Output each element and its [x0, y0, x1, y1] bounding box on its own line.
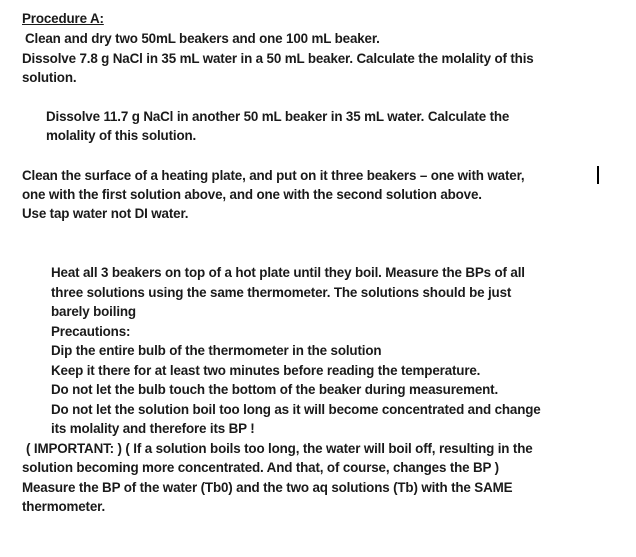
- heating-setup-line1: Clean the surface of a heating plate, and put on it three beakers – one with water,: [22, 168, 525, 183]
- precaution-item-1: Dip the entire bulb of the thermometer in the solution: [51, 343, 382, 358]
- precaution-item-4-line2: its molality and therefore its BP !: [51, 421, 255, 436]
- heat-step-line3: barely boiling: [51, 304, 136, 319]
- procedure-title: Procedure A:: [22, 11, 104, 26]
- solution1-line2: solution.: [22, 70, 77, 85]
- heat-step-line2: three solutions using the same thermometer. The solutions should be just: [51, 285, 512, 300]
- measure-step-line1: Measure the BP of the water (Tb0) and the two aq solutions (Tb) with the SAME: [22, 480, 513, 495]
- precautions-heading: Precautions:: [51, 324, 131, 339]
- precaution-item-2: Keep it there for at least two minutes before reading the temperature.: [51, 363, 481, 378]
- measure-step-line2: thermometer.: [22, 499, 106, 514]
- heating-setup-line3: Use tap water not DI water.: [22, 206, 189, 221]
- solution1-line1: Dissolve 7.8 g NaCl in 35 mL water in a 50 mL beaker. Calculate the molality of this: [22, 51, 534, 66]
- precaution-item-3: Do not let the bulb touch the bottom of the beaker during measurement.: [51, 382, 499, 397]
- solution2-line1: Dissolve 11.7 g NaCl in another 50 mL beaker in 35 mL water. Calculate the: [46, 109, 510, 124]
- solution2-line2: molality of this solution.: [46, 128, 197, 143]
- important-note-line2: solution becoming more concentrated. And that, of course, changes the BP ): [22, 460, 499, 475]
- heating-setup-line2: one with the first solution above, and one with the second solution above.: [22, 187, 482, 202]
- text-cursor: [597, 166, 599, 184]
- important-note-line1: ( IMPORTANT: ) ( If a solution boils too long, the water will boil off, resulting in the: [26, 441, 533, 456]
- step-clean-beakers: Clean and dry two 50mL beakers and one 100 mL beaker.: [25, 31, 380, 46]
- heat-step-line1: Heat all 3 beakers on top of a hot plate until they boil. Measure the BPs of all: [51, 265, 525, 280]
- precaution-item-4-line1: Do not let the solution boil too long as it will become concentrated and change: [51, 402, 541, 417]
